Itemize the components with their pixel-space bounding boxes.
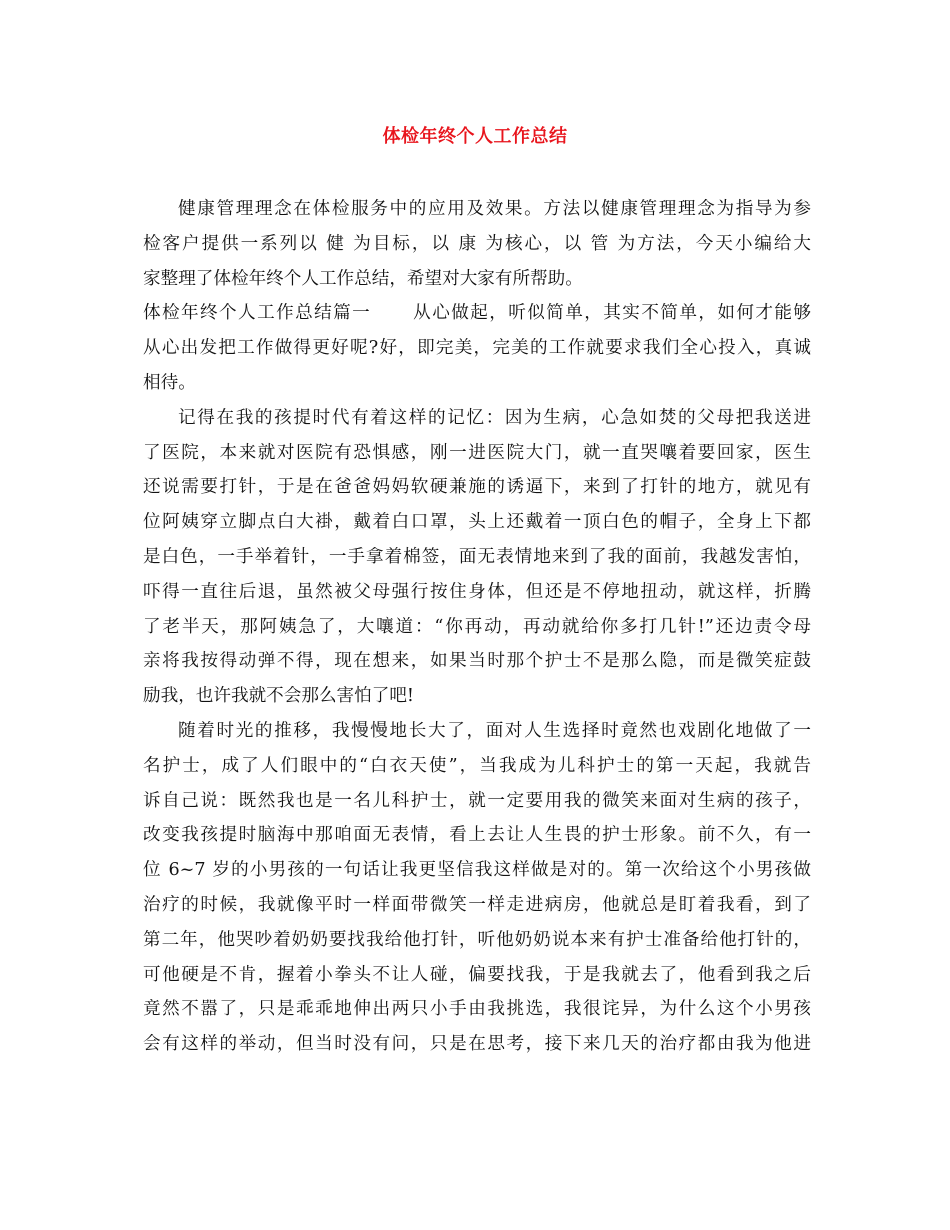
- body-line: 诉自己说：既然我也是一名儿科护士，就一定要用我的微笑来面对生病的孩子，: [143, 790, 811, 811]
- body-line: 体检年终个人工作总结篇一 从心做起，听似简单，其实不简单，如何才能够: [143, 303, 811, 324]
- body-line: 会有这样的举动，但当时没有问，只是在思考，接下来几天的治疗都由我为他进: [143, 1034, 811, 1055]
- body-line: 改变我孩提时脑海中那咱面无表情，看上去让人生畏的护士形象。前不久，有一: [143, 825, 811, 846]
- document-body: [143, 192, 811, 1062]
- body-line: 第二年，他哭吵着奶奶要找我给他打针，听他奶奶说本来有护士准备给他打针的，: [143, 929, 811, 950]
- body-line: 记得在我的孩提时代有着这样的记忆：因为生病，心急如焚的父母把我送进: [178, 407, 811, 428]
- body-line: 可他硬是不肯，握着小拳头不让人碰，偏要找我，于是我就去了，他看到我之后: [143, 964, 811, 985]
- body-line: 治疗的时候，我就像平时一样面带微笑一样走进病房，他就总是盯着我看，到了: [143, 894, 811, 915]
- body-line: 随着时光的推移，我慢慢地长大了，面对人生选择时竟然也戏剧化地做了一: [178, 720, 811, 741]
- body-line: 吓得一直往后退，虽然被父母强行按住身体，但还是不停地扭动，就这样，折腾: [143, 581, 811, 602]
- body-line: 位阿姨穿立脚点白大褂，戴着白口罩，头上还戴着一顶白色的帽子，全身上下都: [143, 512, 811, 533]
- body-line: 了医院，本来就对医院有恐惧感，刚一进医院大门，就一直哭嚷着要回家，医生: [143, 442, 811, 463]
- body-line: 竟然不嚣了，只是乖乖地伸出两只小手由我挑选，我很诧异，为什么这个小男孩: [143, 999, 811, 1020]
- document-title: 体检年终个人工作总结: [382, 126, 568, 147]
- body-line: 了老半天，那阿姨急了，大嚷道：“你再动，再动就给你多打几针!”还边责令母: [143, 616, 811, 637]
- body-line: 还说需要打针，于是在爸爸妈妈软硬兼施的诱逼下，来到了打针的地方，就见有: [143, 477, 811, 498]
- body-line: 检客户提供一系列以 健 为目标，以 康 为核心，以 管 为方法，今天小编给大: [143, 233, 811, 254]
- body-line: 位 6~7 岁的小男孩的一句话让我更坚信我这样做是对的。第一次给这个小男孩做: [143, 860, 811, 881]
- body-line: 亲将我按得动弹不得，现在想来，如果当时那个护士不是那么隐，而是微笑症鼓: [143, 651, 811, 672]
- body-line: 是白色，一手举着针，一手拿着棉签，面无表情地来到了我的面前，我越发害怕，: [143, 546, 811, 567]
- body-line: 家整理了体检年终个人工作总结，希望对大家有所帮助。: [143, 268, 583, 289]
- body-line: 从心出发把工作做得更好呢?好，即完美，完美的工作就要求我们全心投入，真诚: [143, 338, 811, 359]
- body-line: 励我，也许我就不会那么害怕了吧!: [143, 686, 414, 707]
- body-line: 相待。: [143, 372, 196, 393]
- body-line: 名护士，成了人们眼中的“白衣天使”，当我成为儿科护士的第一天起，我就告: [143, 755, 811, 776]
- body-line: 健康管理理念在体检服务中的应用及效果。方法以健康管理理念为指导为参: [178, 199, 811, 219]
